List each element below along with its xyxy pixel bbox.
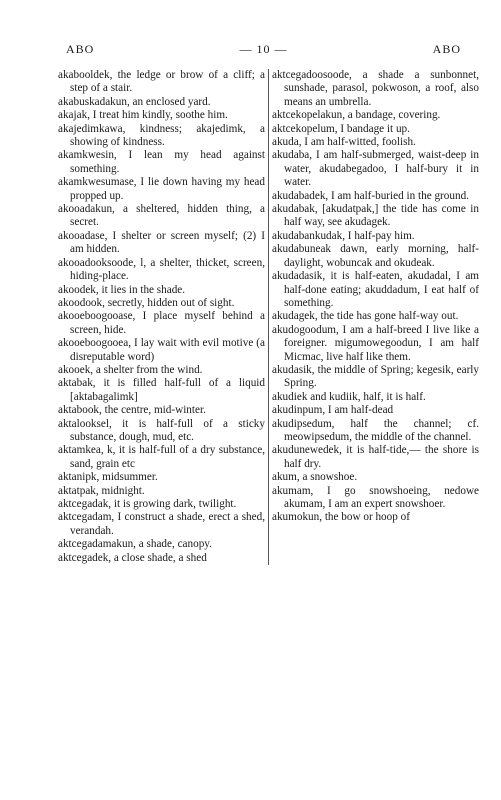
- dictionary-entry: akamkwesumase, I lie down having my head propped up.: [58, 176, 265, 202]
- dictionary-entry: akum, a snowshoe.: [272, 471, 358, 484]
- dictionary-entry: aktabook, the centre, mid-winter.: [58, 404, 206, 417]
- dictionary-entry: akooek, a shelter from the wind.: [58, 363, 203, 376]
- dictionary-entry: aktcegadek, a close shade, a shed: [58, 551, 207, 564]
- dictionary-entry: akudabuneak dawn, early morning, half-daylight, wobuncak and okudeak.: [272, 243, 479, 269]
- dictionary-entry: akoodook, secretly, hidden out of sight.: [58, 296, 235, 309]
- dictionary-entry: akumokun, the bow or hoop of: [272, 511, 410, 524]
- dictionary-entry: akoodek, it lies in the shade.: [58, 283, 186, 296]
- left-column: [58, 69, 269, 565]
- header-left-guide-word: ABO: [66, 42, 95, 56]
- dictionary-entry: akooadase, I shelter or screen myself; (2) I am hidden.: [58, 229, 265, 256]
- dictionary-entry: akudunewedek, it is half-tide,— the shore is half dry.: [272, 444, 479, 470]
- dictionary-entry: akooadakun, a sheltered, hidden thing, a secret.: [58, 203, 265, 229]
- dictionary-entry: aktcegadamakun, a shade, canopy.: [58, 538, 212, 551]
- dictionary-entry: aktamkea, k, it is half-full of a dry substance, sand, grain etc: [58, 444, 265, 470]
- page-number: — 10 —: [239, 42, 288, 56]
- dictionary-entry: akamkwesin, I lean my head against something.: [58, 149, 265, 175]
- dictionary-entry: akudipsedum, half the channel; cf. meowipsedum, the middle of the channel.: [272, 417, 479, 443]
- dictionary-entry: akudinpum, I am half-dead: [272, 404, 394, 417]
- dictionary-entry: akuda, I am half-witted, foolish.: [272, 136, 416, 149]
- dictionary-columns: [58, 69, 479, 565]
- dictionary-entry: aktcegadam, I construct a shade, erect a shed, verandah.: [58, 511, 265, 537]
- dictionary-entry: aktcekopelakun, a bandage, covering.: [272, 109, 441, 122]
- dictionary-entry: akudabak, [akudatpak,] the tide has come in half way, see akudagek.: [272, 203, 479, 229]
- dictionary-entry: akooadooksoode, l, a shelter, thicket, screen, hiding-place.: [58, 256, 265, 283]
- dictionary-entry: aktanipk, midsummer.: [58, 471, 158, 484]
- dictionary-entry: akajak, I treat him kindly, soothe him.: [58, 109, 228, 122]
- dictionary-entry: aktalooksel, it is half-full of a sticky substance, dough, mud, etc.: [58, 417, 265, 443]
- page-header: [66, 42, 461, 57]
- dictionary-entry: akudogoodum, I am a half-breed I live like a foreigner. migumowegoodun, I am half Micmac, live half like them.: [272, 323, 479, 363]
- dictionary-entry: akumam, I go snowshoeing, nedowe akumam, I am an expert snowshoer.: [272, 484, 479, 510]
- dictionary-entry: akudabankudak, I half-pay him.: [272, 229, 415, 242]
- dictionary-entry: akudaba, I am half-submerged, waist-deep in water, akudabegadoo, I half-bury it in water.: [272, 149, 479, 189]
- dictionary-entry: aktabak, it is filled half-full of a liquid [aktabagalimk]: [58, 377, 265, 403]
- dictionary-entry: akudasik, the middle of Spring; kegesik, early Spring.: [272, 363, 479, 390]
- dictionary-entry: akooeboogooea, I lay wait with evil motive (a disreputable word): [58, 337, 265, 363]
- header-right-guide-word: ABO: [432, 42, 461, 56]
- right-column: [269, 69, 479, 565]
- dictionary-entry: akooeboogooase, I place myself behind a screen, hide.: [58, 310, 265, 336]
- dictionary-entry: akabuskadakun, an enclosed yard.: [58, 95, 211, 108]
- dictionary-entry: akudagek, the tide has gone half-way out.: [272, 310, 459, 323]
- dictionary-entry: akudadasik, it is half-eaten, akudadal, I am half-done eating; akuddadum, I eat half of something.: [272, 270, 479, 309]
- dictionary-entry: aktatpak, midnight.: [58, 484, 145, 497]
- dictionary-entry: akudabadek, I am half-buried in the ground.: [272, 189, 469, 202]
- dictionary-entry: akajedimkawa, kindness; akajedimk, a showing of kindness.: [58, 122, 265, 149]
- dictionary-entry: akabooldek, the ledge or brow of a cliff; a step of a stair.: [58, 69, 265, 95]
- dictionary-entry: aktcekopelum, I bandage it up.: [272, 122, 410, 135]
- dictionary-entry: akudiek and kudiik, half, it is half.: [272, 390, 426, 403]
- dictionary-entry: aktcegadak, it is growing dark, twilight.: [58, 498, 237, 510]
- dictionary-entry: aktcegadoosoode, a shade a sunbonnet, sunshade, parasol, pokwoson, a roof, also means an umbrella.: [272, 69, 479, 108]
